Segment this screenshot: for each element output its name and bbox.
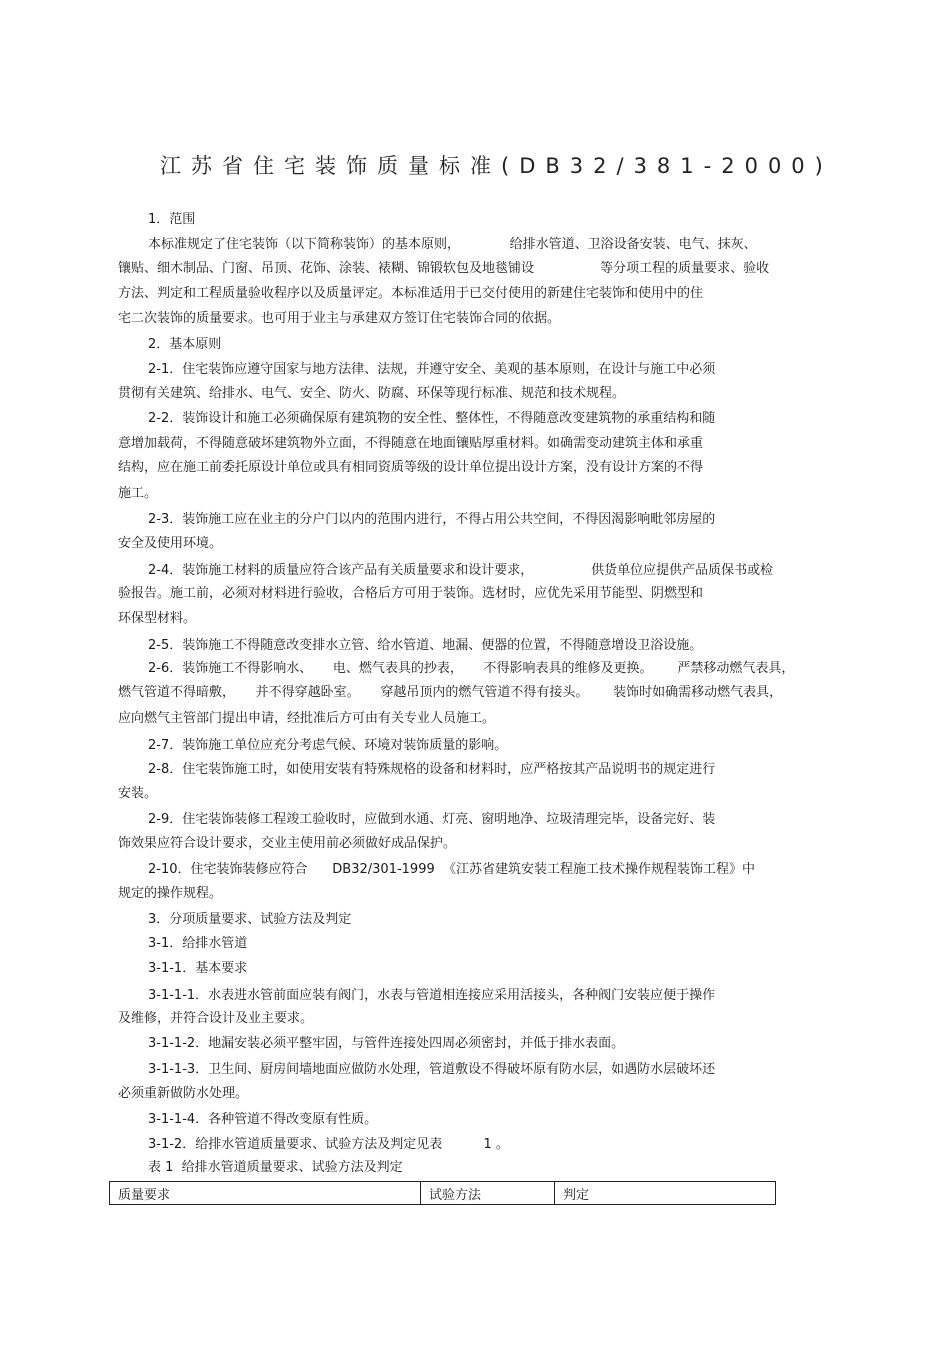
body-line: 3-1-1-2．地漏安装必须平整牢固，与管件连接处四周必须密封，并低于排水表面。 — [148, 1036, 625, 1051]
body-line: 意增加载荷，不得随意破坏建筑物外立面，不得随意在地面镶贴厚重材料。如确需变动建筑主体和承重 — [118, 436, 704, 451]
table-header-row — [110, 1182, 776, 1205]
body-line: 3-1-1．基本要求 — [148, 961, 248, 976]
body-line: 安全及使用环境。 — [118, 536, 223, 551]
body-line: 施工。 — [118, 486, 158, 501]
body-line: 2-1．住宅装饰应遵守国家与地方法律、法规，并遵守安全、美观的基本原则，在设计与施工中必须 — [148, 362, 716, 377]
body-line: 2．基本原则 — [148, 337, 222, 352]
body-line: 表 1 给排水管道质量要求、试验方法及判定 — [148, 1160, 403, 1175]
body-line: 3-1．给排水管道 — [148, 936, 248, 951]
body-line: 应向燃气主管部门提出申请，经批准后方可由有关专业人员施工。 — [118, 711, 496, 726]
body-line: 环保型材料。 — [118, 611, 197, 626]
body-line: 及维修，并符合设计及业主要求。 — [118, 1011, 314, 1026]
body-line: 宅二次装饰的质量要求。也可用于业主与承建双方签订住宅装饰合同的依据。 — [118, 311, 561, 326]
table-header-quality-requirement: 质量要求 — [110, 1182, 421, 1205]
body-line: 结构，应在施工前委托原设计单位或具有相同资质等级的设计单位提出设计方案，没有设计方案的不得 — [118, 460, 704, 475]
body-line: 2-2．装饰设计和施工必须确保原有建筑物的安全性、整体性，不得随意改变建筑物的承重结构和随 — [148, 411, 716, 426]
body-line: 2-4．装饰施工材料的质量应符合该产品有关质量要求和设计要求， 供货单位应提供产品质保书或检 — [148, 563, 774, 578]
body-line: 2-6．装饰施工不得影响水、 电、燃气表具的抄表， 不得影响表具的维修及更换。 严禁移动燃气表具， — [148, 661, 795, 676]
body-line: 本标准规定了住宅装饰（以下简称装饰）的基本原则， 给排水管道、卫浴设备安装、电气、抹灰、 — [148, 237, 757, 252]
body-line: 2-9．住宅装饰装修工程竣工验收时，应做到水通、灯亮、窗明地净、垃圾清理完毕，设备完好、装 — [148, 812, 716, 827]
body-line: 2-10．住宅装饰装修应符合 DB32/301-1999 《江苏省建筑安装工程施工技术操作规程装饰工程》中 — [148, 862, 756, 877]
body-line: 2-8．住宅装饰施工时，如使用安装有特殊规格的设备和材料时，应严格按其产品说明书的规定进行 — [148, 762, 716, 777]
body-line: 2-3．装饰施工应在业主的分户门以内的范围内进行，不得占用公共空间，不得因渴影响毗邻房屋的 — [148, 512, 716, 527]
body-line: 3-1-2．给排水管道质量要求、试验方法及判定见表 1 。 — [148, 1137, 509, 1152]
body-line: 3-1-1-4．各种管道不得改变原有性质。 — [148, 1112, 378, 1127]
table-header-test-method: 试验方法 — [421, 1182, 555, 1205]
body-line: 燃气管道不得暗敷， 并不得穿越卧室。 穿越吊顶内的燃气管道不得有接头。 装饰时如确需移动燃气表具， — [118, 685, 783, 700]
document-title: 江苏省住宅装饰质量标准(DB32/381-2000) — [160, 154, 833, 178]
table-header-judgement: 判定 — [555, 1182, 776, 1205]
body-line: 1．范围 — [148, 212, 196, 227]
body-line: 验报告。施工前，必须对材料进行验收，合格后方可用于装饰。选材时，应优先采用节能型、阴燃型和 — [118, 586, 704, 601]
body-line: 3-1-1-3．卫生间、厨房间墙地面应做防水处理，管道敷设不得破坏原有防水层，如遇防水层破坏还 — [148, 1062, 716, 1077]
body-line: 2-7．装饰施工单位应充分考虑气候、环境对装饰质量的影响。 — [148, 738, 508, 753]
quality-table — [109, 1181, 776, 1205]
body-line: 3．分项质量要求、试验方法及判定 — [148, 912, 352, 927]
body-line: 镶贴、细木制品、门窗、吊顶、花饰、涂装、裱糊、锦锻软包及地毯铺设 等分项工程的质量要求、验收 — [118, 261, 770, 276]
body-line: 2-5．装饰施工不得随意改变排水立管、给水管道、地漏、便器的位置，不得随意增设卫浴设施。 — [148, 638, 703, 653]
body-line: 饰效果应符合设计要求，交业主使用前必须做好成品保护。 — [118, 836, 457, 851]
body-line: 3-1-1-1．水表进水管前面应装有阀门，水表与管道相连接应采用活接头，各种阀门安装应便于操作 — [148, 988, 716, 1003]
body-line: 必须重新做防水处理。 — [118, 1086, 249, 1101]
body-line: 方法、判定和工程质量验收程序以及质量评定。本标准适用于已交付使用的新建住宅装饰和使用中的住 — [118, 286, 704, 301]
body-line: 规定的操作规程。 — [118, 886, 223, 901]
body-line: 贯彻有关建筑、给排水、电气、安全、防火、防腐、环保等现行标准、规范和技术规程。 — [118, 386, 626, 401]
body-line: 安装。 — [118, 786, 158, 801]
